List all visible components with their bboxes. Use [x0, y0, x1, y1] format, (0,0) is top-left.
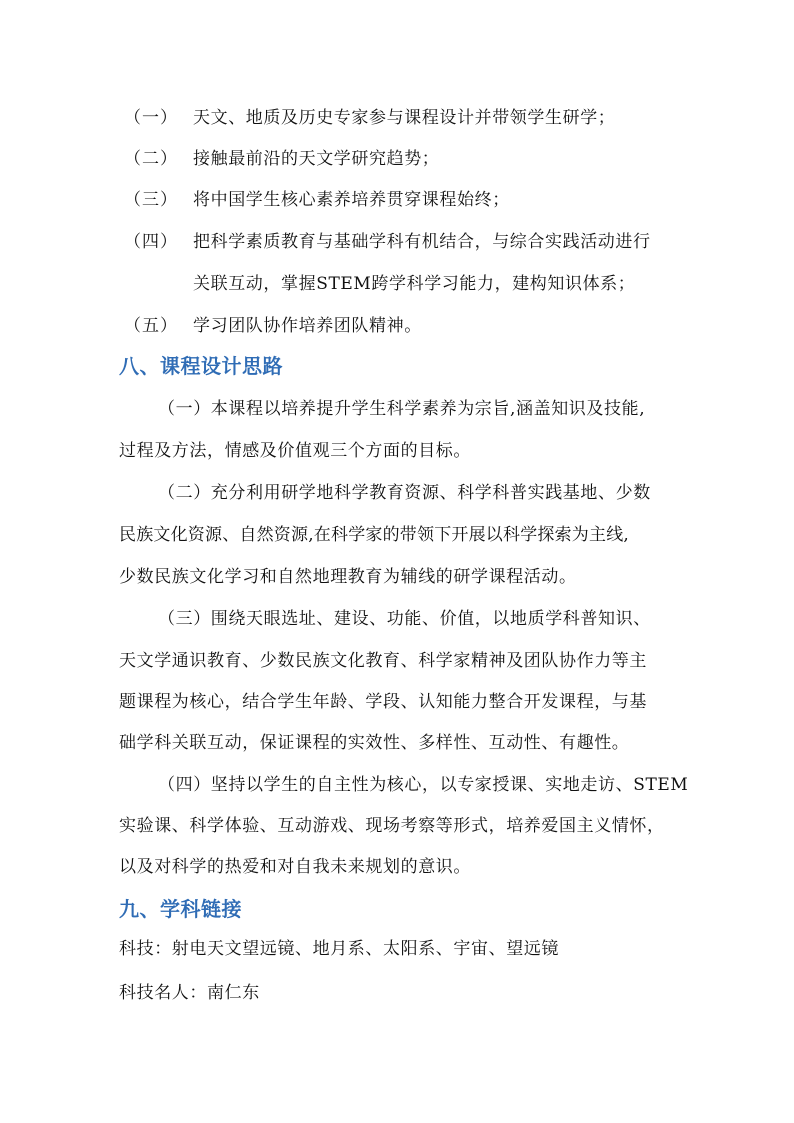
goal-number: （一）	[124, 108, 178, 128]
goal-number: （二）	[124, 149, 178, 169]
paragraph-line: 题课程为核心，结合学生年龄、学段、认知能力整合开发课程，与基	[119, 692, 647, 712]
goal-text: 学习团队协作培养团队精神。	[193, 316, 422, 336]
paragraph-line: （一）本课程以培养提升学生科学素养为宗旨,涵盖知识及技能,	[158, 399, 646, 419]
section-heading: 九、学科链接	[119, 897, 242, 921]
paragraph-line: 过程及方法，情感及价值观三个方面的目标。	[119, 441, 471, 461]
goal-text: 接触最前沿的天文学研究趋势；	[193, 149, 440, 169]
paragraph-line: 础学科关联互动，保证课程的实效性、多样性、互动性、有趣性。	[119, 733, 630, 753]
goal-text: 天文、地质及历史专家参与课程设计并带领学生研学；	[193, 108, 616, 128]
goal-text: 将中国学生核心素养培养贯穿课程始终；	[193, 190, 510, 210]
paragraph-line: 民族文化资源、自然资源,在科学家的带领下开展以科学探索为主线,	[119, 525, 630, 545]
paragraph-line: 天文学通识教育、少数民族文化教育、科学家精神及团队协作力等主	[119, 651, 647, 671]
subject-link-line: 科技：射电天文望远镜、地月系、太阳系、宇宙、望远镜	[119, 939, 559, 959]
paragraph-line: （三）围绕天眼选址、建设、功能、价值，以地质学科普知识、	[158, 609, 651, 629]
paragraph-line: 少数民族文化学习和自然地理教育为辅线的研学课程活动。	[119, 567, 577, 587]
section-heading: 八、课程设计思路	[119, 354, 283, 378]
paragraph-line: 实验课、科学体验、互动游戏、现场考察等形式，培养爱国主义情怀，	[119, 816, 665, 836]
goal-number: （四）	[124, 232, 178, 252]
goal-number: （三）	[124, 190, 178, 210]
subject-link-line: 科技名人：南仁东	[119, 983, 260, 1003]
goal-text-continued: 关联互动，掌握STEM跨学科学习能力，建构知识体系；	[193, 274, 636, 294]
paragraph-line: 以及对科学的热爱和对自我未来规划的意识。	[119, 857, 471, 877]
paragraph-line: （四）坚持以学生的自主性为核心，以专家授课、实地走访、STEM	[158, 775, 689, 795]
paragraph-line: （二）充分利用研学地科学教育资源、科学科普实践基地、少数	[158, 483, 651, 503]
goal-text: 把科学素质教育与基础学科有机结合，与综合实践活动进行	[193, 232, 651, 252]
goal-number: （五）	[124, 316, 178, 336]
